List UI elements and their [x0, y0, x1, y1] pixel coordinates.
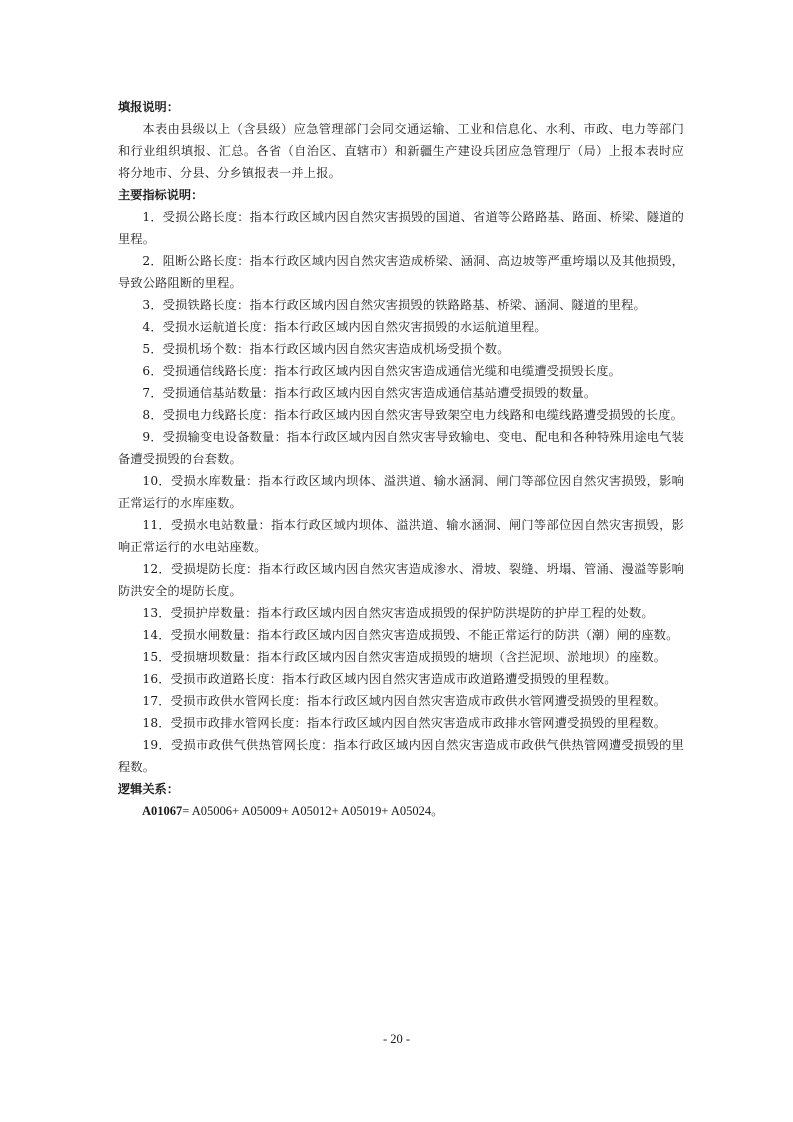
indicator-item: 1．受损公路长度：指本行政区域内因自然灾害损毁的国道、省道等公路路基、路面、桥梁、隧道的里程。: [118, 210, 684, 246]
indicator-item: 17．受损市政供水管网长度：指本行政区域内因自然灾害造成市政供水管网遭受损毁的里程数。: [142, 694, 667, 708]
logic-formula-rhs: = A05006+ A05009+ A05012+ A05019+ A05024。: [182, 804, 444, 818]
indicator-item: 16．受损市政道路长度：指本行政区域内因自然灾害造成市政道路遭受损毁的里程数。: [142, 672, 617, 686]
page-number: - 20 -: [382, 1032, 411, 1046]
indicator-item: 7．受损通信基站数量：指本行政区域内因自然灾害造成通信基站遭受损毁的数量。: [142, 386, 597, 400]
logic-formula: [118, 800, 684, 822]
indicator-item: 12．受损堤防长度：指本行政区域内因自然灾害造成渗水、滑坡、裂缝、坍塌、管涌、漫溢等影响防洪安全的堤防长度。: [118, 562, 684, 598]
indicators-heading: 主要指标说明：: [118, 188, 204, 202]
indicator-item: 4．受损水运航道长度：指本行政区域内因自然灾害损毁的水运航道里程。: [142, 320, 547, 334]
indicator-item: 14．受损水闸数量：指本行政区域内因自然灾害造成损毁、不能正常运行的防洪（潮）闸的座数。: [142, 628, 679, 642]
indicator-item: 19．受损市政供气供热管网长度：指本行政区域内因自然灾害造成市政供气供热管网遭受损毁的里程数。: [118, 738, 684, 774]
indicator-item: 3．受损铁路长度：指本行政区域内因自然灾害损毁的铁路路基、桥梁、涵洞、隧道的里程。: [142, 298, 646, 312]
fill-instructions-heading: 填报说明：: [118, 100, 179, 114]
indicator-item: 11．受损水电站数量：指本行政区域内坝体、溢洪道、输水涵洞、闸门等部位因自然灾害损毁，影响正常运行的水电站座数。: [118, 518, 684, 554]
indicator-list: [118, 206, 684, 778]
indicator-item: 8．受损电力线路长度：指本行政区域内因自然灾害导致架空电力线路和电缆线路遭受损毁的长度。: [142, 408, 684, 422]
indicator-item: 9．受损输变电设备数量：指本行政区域内因自然灾害导致输电、变电、配电和各种特殊用途电气装备遭受损毁的台套数。: [118, 430, 684, 466]
indicator-item: 2．阻断公路长度：指本行政区域内因自然灾害造成桥梁、涵洞、高边坡等严重垮塌以及其他损毁，导致公路阻断的里程。: [118, 254, 684, 290]
indicator-item: 13．受损护岸数量：指本行政区域内因自然灾害造成损毁的保护防洪堤防的护岸工程的处数。: [142, 606, 654, 620]
indicator-item: 15．受损塘坝数量：指本行政区域内因自然灾害造成损毁的塘坝（含拦泥坝、淤地坝）的座数。: [142, 650, 667, 664]
document-body: [118, 96, 684, 822]
logic-formula-lhs: A01067: [142, 804, 183, 818]
indicator-item: 5．受损机场个数：指本行政区域内因自然灾害造成机场受损个数。: [142, 342, 510, 356]
indicator-item: 18．受损市政排水管网长度：指本行政区域内因自然灾害造成市政排水管网遭受损毁的里程数。: [142, 716, 667, 730]
indicator-item: 10．受损水库数量：指本行政区域内坝体、溢洪道、输水涵洞、闸门等部位因自然灾害损毁，影响正常运行的水库座数。: [118, 474, 684, 510]
indicator-item: 6．受损通信线路长度：指本行政区域内因自然灾害造成通信光缆和电缆遭受损毁长度。: [142, 364, 622, 378]
fill-instructions-text: 本表由县级以上（含县级）应急管理部门会同交通运输、工业和信息化、水利、市政、电力等部门和行业组织填报、汇总。各省（自治区、直辖市）和新疆生产建设兵团应急管理厅（局）上报本表时应将分地市、分县、分乡镇报表一并上报。: [118, 122, 684, 180]
logic-heading: 逻辑关系：: [118, 782, 179, 796]
